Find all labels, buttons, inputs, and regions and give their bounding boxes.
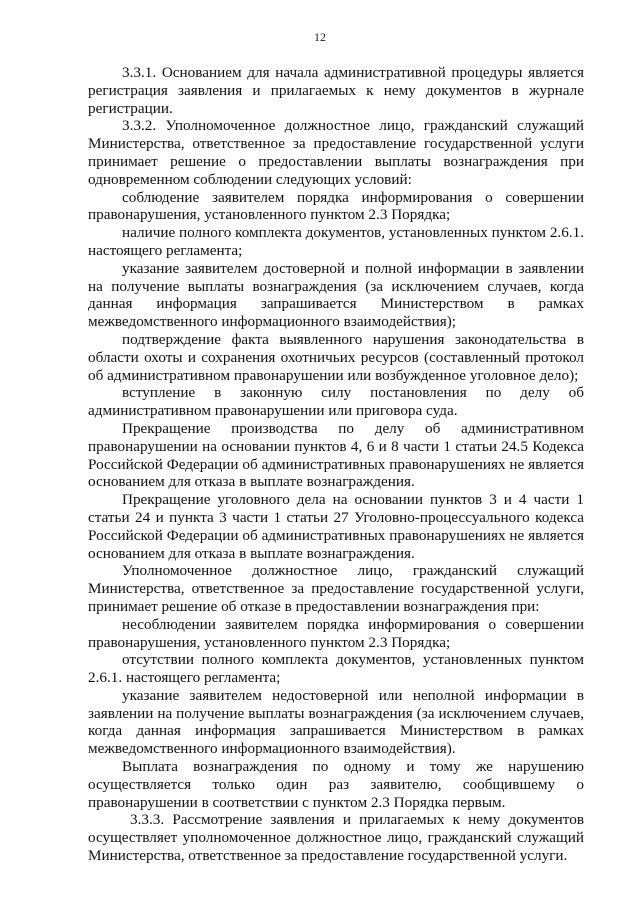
paragraph: наличие полного комплекта документов, установленных пунктом 2.6.1. настоящего регламента; <box>88 224 584 259</box>
paragraph: 3.3.1. Основанием для начала административной процедуры является регистрация заявления и прилагаемых к нему документов в журнале регистрации. <box>88 64 584 117</box>
paragraph: указание заявителем достоверной и полной информации в заявлении на получение выплаты вознаграждения (за исключением случаев, когда данная информация запрашивается Министерством в рамках межведомственного информационного взаимодействия); <box>88 259 584 331</box>
paragraph: Выплата вознаграждения по одному и тому же нарушению осуществляется только один раз заявителю, сообщившему о правонарушении в соответствии с пунктом 2.3 Порядка первым. <box>88 758 584 811</box>
paragraph: соблюдение заявителем порядка информирования о совершении правонарушения, установленного пунктом 2.3 Порядка; <box>88 188 584 224</box>
paragraph: подтверждение факта выявленного нарушения законодательства в области охоты и сохранения охотничьих ресурсов (составленный протокол об административном правонарушении или возбужденное уголовное дело); <box>88 330 584 384</box>
paragraph: 3.3.2. Уполномоченное должностное лицо, гражданский служащий Министерства, ответственное за предоставление государственной услуги принимает решение о предоставлении выплаты вознаграждения при одновременном соблюдении следующих условий: <box>88 117 584 188</box>
paragraph: 3.3.3. Рассмотрение заявления и прилагаемых к нему документов осуществляет уполномоченное должностное лицо, гражданский служащий Министерства, ответственное за предоставление государственной услуги. <box>88 811 584 865</box>
document-body <box>88 64 584 865</box>
paragraph: вступление в законную силу постановления по делу об административном правонарушении или приговора суда. <box>88 384 584 420</box>
paragraph: указание заявителем недостоверной или неполной информации в заявлении на получение выплаты вознаграждения (за исключением случаев, когда данная информация запрашивается Министерством в рамках межведомственного информационного взаимодействия). <box>88 686 584 758</box>
paragraph: Прекращение уголовного дела на основании пунктов 3 и 4 части 1 статьи 24 и пункта 3 части 1 статьи 27 Уголовно-процессуального кодекса Российской Федерации об административных правонарушениях не является основанием для отказа в выплате вознаграждения. <box>88 491 584 562</box>
paragraph: Уполномоченное должностное лицо, гражданский служащий Министерства, ответственное за предоставление государственной услуги, принимает решение об отказе в предоставлении вознаграждения при: <box>88 562 584 615</box>
paragraph: отсутствии полного комплекта документов, установленных пунктом 2.6.1. настоящего регламента; <box>88 651 584 687</box>
paragraph: несоблюдении заявителем порядка информирования о совершении правонарушения, установленного пунктом 2.3 Порядка; <box>88 615 584 651</box>
paragraph: Прекращение производства по делу об административном правонарушении на основании пунктов 4, 6 и 8 части 1 статьи 24.5 Кодекса Российской Федерации об административных правонарушениях не является основанием для отказа в выплате вознаграждения. <box>88 419 584 491</box>
page-number: 12 <box>314 30 326 44</box>
